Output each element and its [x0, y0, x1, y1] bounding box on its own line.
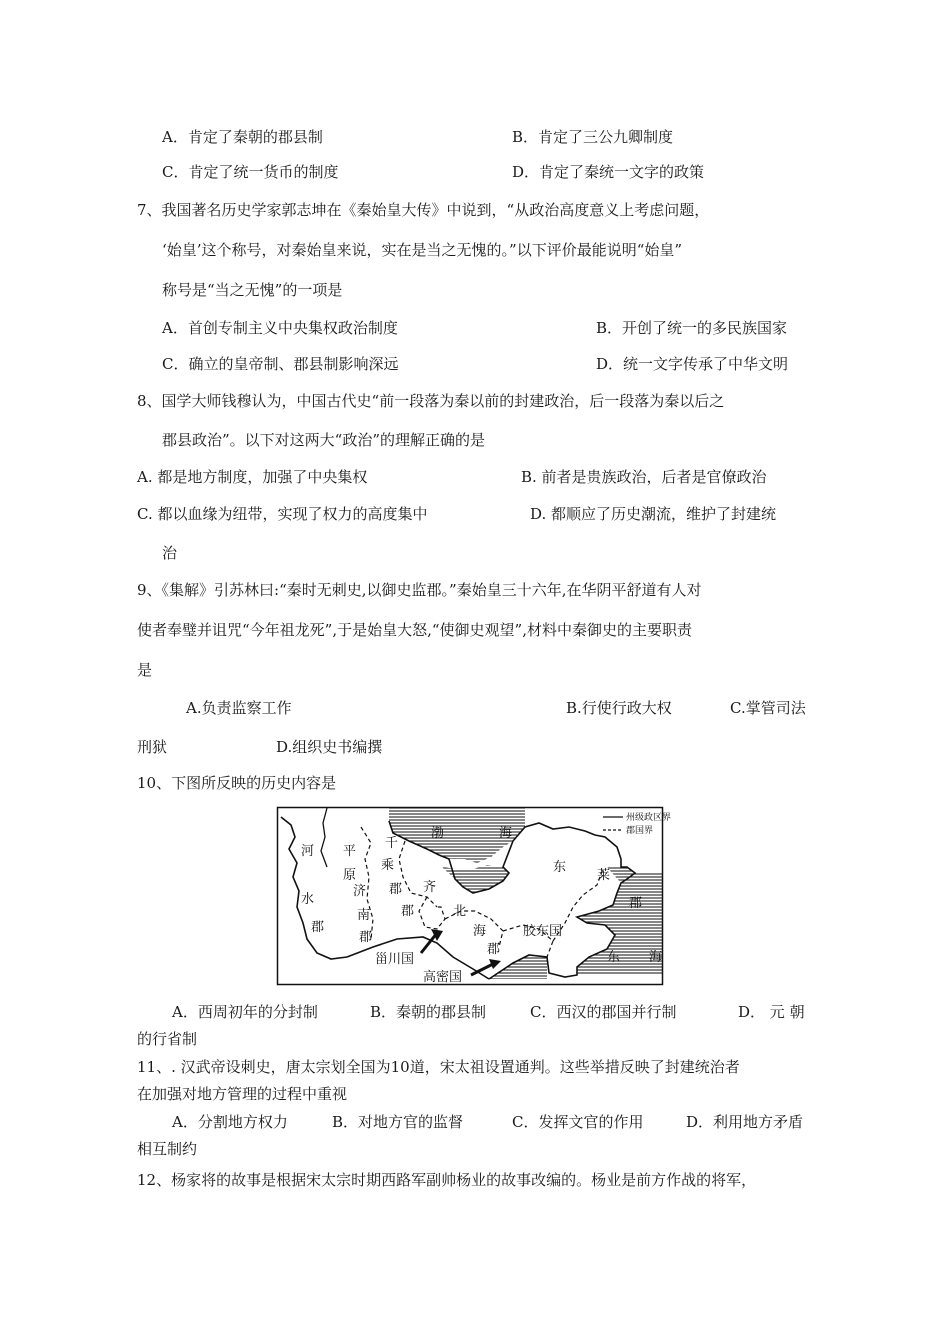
map-label-jun-qi: 郡 — [401, 904, 415, 919]
map-label-he: 河 — [301, 844, 315, 859]
q7-stem-line2: ‘始皇’这个称号，对秦始皇来说，实在是当之无愧的。”以下评价最能说明“始皇” — [162, 241, 683, 259]
q8-option-d: D. 都顺应了历史潮流，维护了封建统 — [530, 505, 777, 523]
q9-option-c: C.掌管司法 — [730, 699, 806, 717]
q11-option-c: C．发挥文官的作用 — [512, 1113, 644, 1131]
map-label-ping: 平 — [343, 844, 357, 859]
q7-option-a: A．首创专制主义中央集权政治制度 — [162, 319, 398, 337]
q9-option-c-cont: 刑狱 — [137, 738, 168, 756]
map-label-donghai-2: 海 — [649, 950, 663, 965]
q7-stem-line1: 7、我国著名历史学家郭志坤在《秦始皇大传》中说到，“从政治高度意义上考虑问题， — [137, 201, 710, 219]
map-label-lai: 莱 — [597, 868, 611, 883]
map-label-jun-jinan: 郡 — [359, 930, 373, 945]
map-label-shui: 水 — [301, 892, 315, 907]
map-label-gaomi: 高密国 — [423, 970, 463, 985]
q11-option-a: A．分割地方权力 — [172, 1113, 288, 1131]
q11-option-d-cont: 相互制约 — [137, 1140, 198, 1158]
map-label-nan: 南 — [357, 908, 371, 923]
q10-option-c: C．西汉的郡国并行制 — [530, 1003, 677, 1021]
q8-option-c: C. 都以血缘为纽带，实现了权力的高度集中 — [137, 505, 428, 523]
map-label-yuan: 原 — [343, 868, 357, 883]
q9-stem-line3: 是 — [137, 661, 153, 679]
q10-option-d-cont: 的行省制 — [137, 1030, 198, 1048]
legend-dashed-label: 郡国界 — [626, 826, 654, 836]
legend-solid-label: 州级政区界 — [626, 813, 672, 823]
map-label-dong: 东 — [553, 860, 567, 875]
map-label-jun-beihai: 郡 — [487, 942, 501, 957]
map-label-bohai-2: 海 — [499, 826, 513, 841]
map-label-jun-donglai: 郡 — [629, 896, 643, 911]
q11-stem-line2: 在加强对地方管理的过程中重视 — [137, 1085, 348, 1103]
q10-option-b: B．秦朝的郡县制 — [370, 1003, 487, 1021]
q6-option-b: B．肯定了三公九卿制度 — [512, 128, 674, 146]
q12-stem-line1: 12、杨家将的故事是根据宋太宗时期西路军副帅杨业的故事改编的。杨业是前方作战的将军， — [137, 1171, 757, 1189]
q8-option-b: B. 前者是贵族政治，后者是官僚政治 — [521, 468, 767, 486]
map-label-qi: 齐 — [423, 880, 437, 895]
q9-option-b: B.行使行政大权 — [566, 699, 672, 717]
q10-option-d: D． 元 朝 — [738, 1003, 805, 1021]
q9-stem-line2: 使者奉璧并诅咒“今年祖龙死”,于是始皇大怒,“使御史观望”,材料中秦御史的主要职责 — [137, 621, 692, 639]
q7-option-d: D．统一文字传承了中华文明 — [596, 355, 789, 373]
q7-option-c: C．确立的皇帝制、郡县制影响深远 — [162, 355, 399, 373]
q10-option-a: A．西周初年的分封制 — [172, 1003, 318, 1021]
q9-stem-line1: 9、《集解》引苏林曰:“秦时无刺史,以御史监郡。”秦始皇三十六年,在华阴平舒道有人对 — [137, 581, 702, 599]
map-label-jiaodong: 胶东国 — [523, 924, 563, 939]
q10-stem: 10、下图所反映的历史内容是 — [137, 774, 337, 792]
q6-option-a: A．肯定了秦朝的郡县制 — [162, 128, 323, 146]
q6-option-d: D．肯定了秦统一文字的政策 — [512, 163, 705, 181]
map-label-jun-he: 郡 — [311, 920, 325, 935]
q9-option-a: A.负责监察工作 — [186, 699, 292, 717]
q11-stem-line1: 11、. 汉武帝设刺史，唐太宗划全国为10道，宋太祖设置通判。这些举措反映了封建统治者 — [137, 1058, 740, 1076]
map-label-zichuan: 甾川国 — [375, 952, 415, 967]
q6-option-c: C．肯定了统一货币的制度 — [162, 163, 339, 181]
q11-option-b: B．对地方官的监督 — [332, 1113, 464, 1131]
q8-option-d-cont: 治 — [162, 544, 178, 562]
q11-option-d: D．利用地方矛盾 — [686, 1113, 804, 1131]
map-label-jun-qiancheng: 郡 — [389, 882, 403, 897]
q7-stem-line3: 称号是“当之无愧”的一项是 — [162, 281, 343, 299]
q8-stem-line2: 郡县政治”。以下对这两大“政治”的理解正确的是 — [162, 431, 486, 449]
map-label-ji: 济 — [353, 884, 367, 899]
q7-option-b: B．开创了统一的多民族国家 — [596, 319, 788, 337]
map-label-donghai-1: 东 — [607, 950, 621, 965]
q9-option-d: D.组织史书编撰 — [276, 738, 383, 756]
map-label-hai: 海 — [473, 924, 487, 939]
map-label-bei: 北 — [453, 904, 467, 919]
map-label-qian: 千 — [385, 836, 399, 851]
map-label-cheng: 乘 — [381, 858, 395, 873]
map-label-bohai-1: 渤 — [431, 826, 445, 841]
q8-stem-line1: 8、国学大师钱穆认为，中国古代史“前一段落为秦以前的封建政治，后一段落为秦以后之 — [137, 392, 725, 410]
q8-option-a: A. 都是地方制度，加强了中央集权 — [137, 468, 368, 486]
historical-map — [277, 807, 672, 985]
